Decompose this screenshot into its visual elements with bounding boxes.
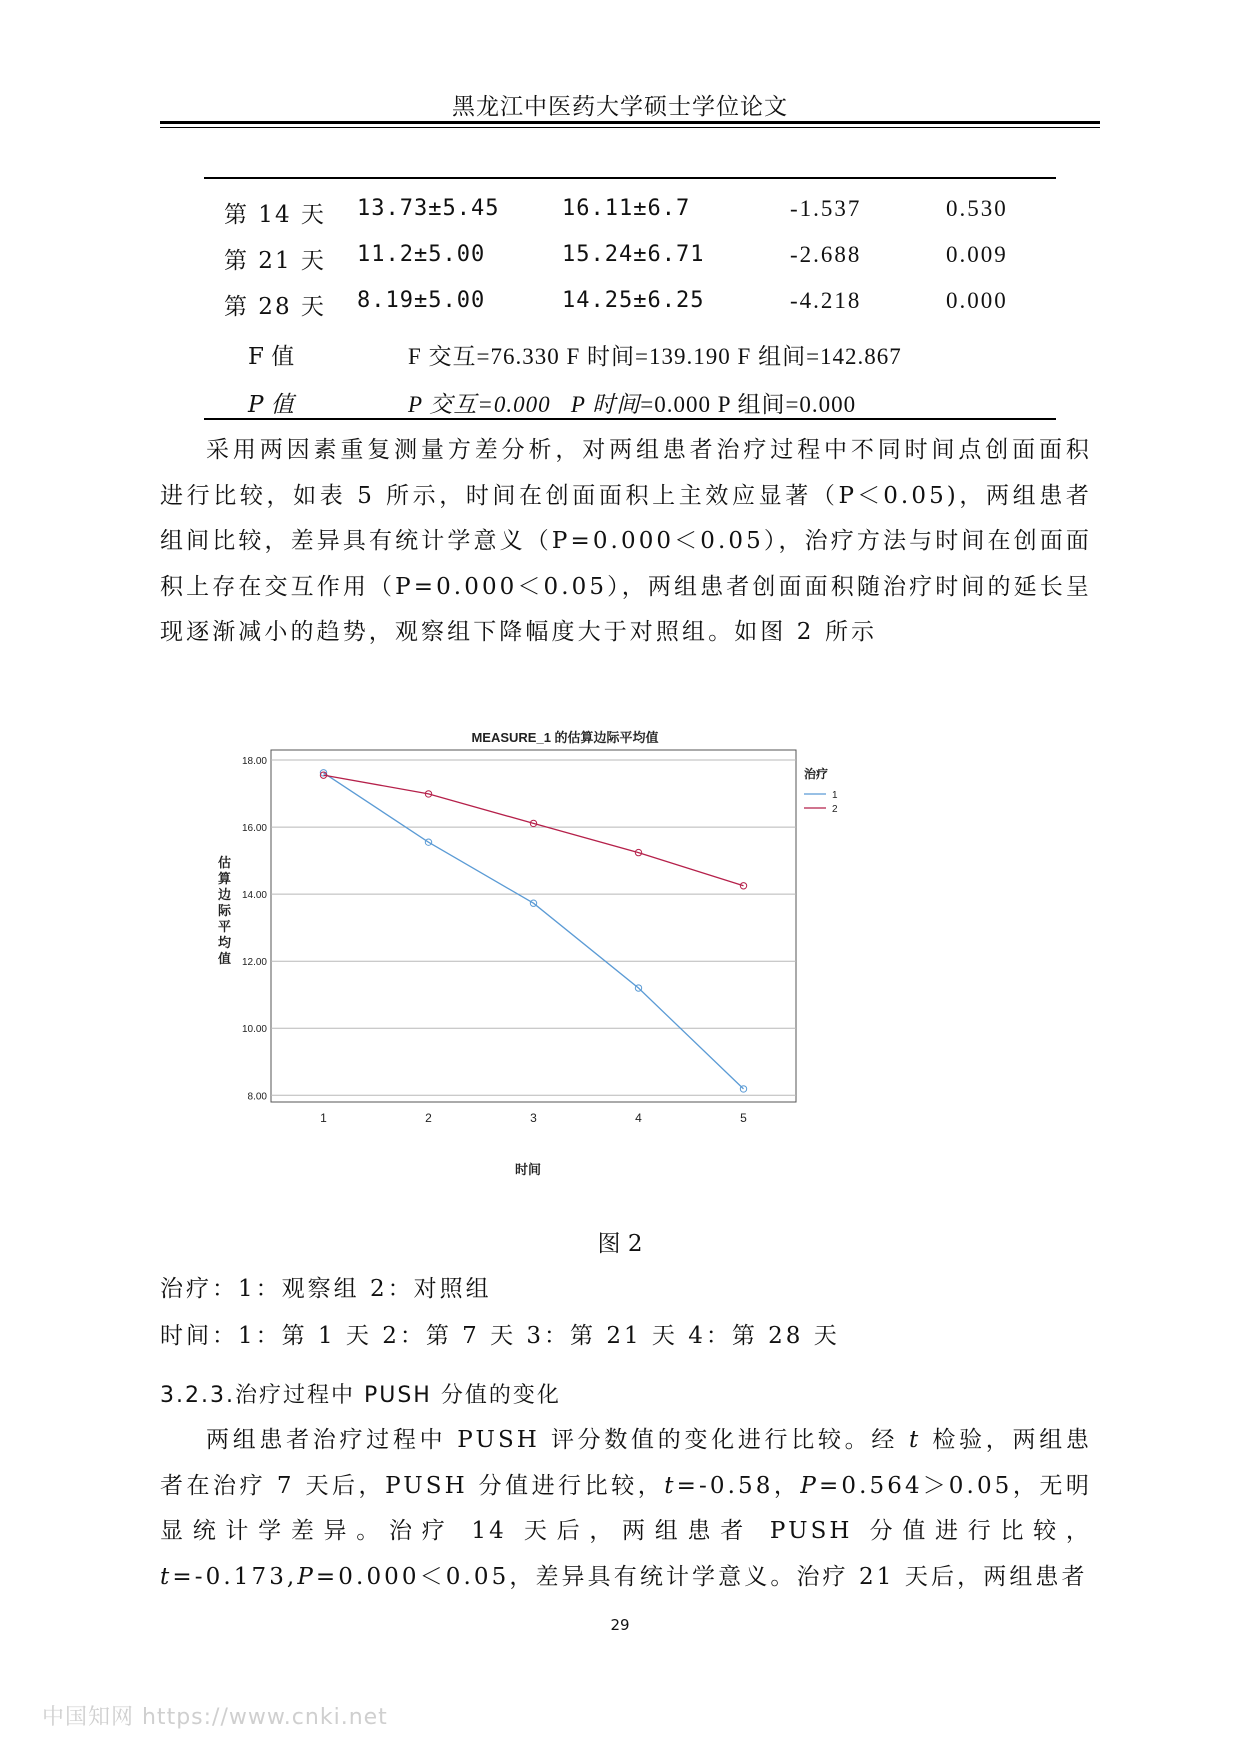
- table-row: [0, 288, 1240, 322]
- series-layer: [320, 770, 746, 1093]
- y-tick-label: 12.00: [241, 957, 267, 969]
- x-axis-label: 时间: [514, 1163, 542, 1178]
- table-cell-t: -2.688: [790, 242, 862, 267]
- table-cell-time: 第 21 天: [224, 248, 326, 274]
- table-cell-control: 14.25±6.25: [562, 288, 705, 313]
- y-label-char: 估: [218, 856, 232, 871]
- y-label-char: 算: [218, 872, 232, 887]
- text-run: =-0.173,: [172, 1563, 298, 1590]
- data-point: [740, 1086, 746, 1092]
- y-axis-title: [217, 855, 232, 967]
- paragraph-text: [160, 1418, 1092, 1600]
- chart-svg: [218, 722, 884, 1192]
- table-row: [0, 242, 1240, 276]
- text-run: =0.000＜0.05，差异具有统计学意义。治疗 21 天后，两组患者: [315, 1563, 1088, 1590]
- header-rule-thick: [160, 121, 1100, 124]
- t-symbol: t: [160, 1563, 173, 1590]
- y-label-char: 值: [218, 952, 232, 967]
- table-cell-p: 0.000: [946, 288, 1008, 313]
- y-label-char: 边: [218, 888, 232, 903]
- x-tick-label: 1: [320, 1111, 327, 1125]
- table-bottom-rule: [204, 418, 1056, 420]
- line-chart: [218, 722, 884, 1192]
- y-tick-label: 10.00: [241, 1024, 267, 1036]
- table-row: [0, 196, 1240, 230]
- y-axis-label: [217, 855, 232, 967]
- table-cell-observation: 8.19±5.00: [357, 288, 486, 313]
- legend-label: 2: [832, 804, 838, 815]
- table-cell-control: 15.24±6.71: [562, 242, 705, 267]
- y-label-char: 际: [218, 904, 232, 919]
- header-rule-thin: [160, 127, 1100, 128]
- x-tick-label: 3: [530, 1111, 537, 1125]
- table-cell-observation: 13.73±5.45: [357, 196, 500, 221]
- p-time-label: P 时间: [570, 392, 641, 417]
- table-cell-time: 第 28 天: [224, 294, 326, 320]
- table-row-f: [0, 338, 1240, 372]
- series-line-2: [324, 775, 744, 886]
- grid-layer: [271, 760, 796, 1095]
- f-value-text: F 交互=76.330 F 时间=139.190 F 组间=142.867: [408, 344, 902, 369]
- chart-legend: [804, 766, 838, 815]
- text-run: 检验，两组患者在治疗 7 天后，PUSH 分值进行比较，: [160, 1427, 1092, 1499]
- chart-title: MEASURE_1 的估算边际平均值: [471, 730, 659, 745]
- table-cell-p: 0.530: [946, 196, 1008, 221]
- paragraph-text: 采用两因素重复测量方差分析，对两组患者治疗过程中不同时间点创面面积进行比较，如表 5 所示，时间在创面面积上主效应显著（P＜0.05)，两组患者组间比较，差异具有统计学意义（P=0.000＜0.05），治疗方法与时间在创面面积上存在交互作用（P=0.000＜0.05），两组患者创面面积随治疗时间的延长呈现逐渐减小的趋势，观察组下降幅度大于对照组。如图 2 所示: [160, 437, 1092, 645]
- y-label-char: 平: [218, 920, 232, 935]
- table-cell-control: 16.11±6.7: [562, 196, 691, 221]
- page-header-title: 黑龙江中医药大学硕士学位论文: [452, 94, 788, 120]
- figure-note-time: 时间：1：第 1 天 2：第 7 天 3：第 21 天 4：第 28 天: [160, 1323, 840, 1349]
- table-row-p: [0, 386, 1240, 420]
- y-tick-label: 14.00: [241, 890, 267, 902]
- table-cell-p: 0.009: [946, 242, 1008, 267]
- f-value-label: F 值: [248, 344, 295, 370]
- legend-label: 1: [832, 790, 838, 801]
- page-number: 29: [610, 1616, 630, 1634]
- text-run: =0.564＞0.05，无明显统计学差异。治疗 14 天后，两组患者 PUSH 分值进行比较，: [160, 1472, 1092, 1544]
- figure-note-treatment: 治疗：1：观察组 2：对照组: [160, 1276, 492, 1302]
- x-tick-label: 2: [425, 1111, 432, 1125]
- table-cell-t: -4.218: [790, 288, 862, 313]
- section-heading: 3.2.3.治疗过程中 PUSH 分值的变化: [160, 1383, 561, 1408]
- table-cell-time: 第 14 天: [224, 202, 326, 228]
- y-tick-label: 16.00: [241, 823, 267, 835]
- table-cell-t: -1.537: [790, 196, 862, 221]
- figure-caption: 图 2: [597, 1231, 643, 1257]
- p-interaction: P 交互=0.000: [408, 392, 551, 417]
- y-tick-label: 8.00: [247, 1091, 267, 1103]
- body-paragraph-2: [160, 1418, 1092, 1600]
- p-symbol: P: [297, 1563, 316, 1590]
- x-tick-label: 5: [740, 1111, 747, 1125]
- t-symbol: t: [909, 1427, 922, 1453]
- text-run: 两组患者治疗过程中 PUSH 评分数值的变化进行比较。经: [206, 1427, 910, 1453]
- p-value-text: [408, 386, 856, 419]
- x-tick-labels: [320, 1111, 747, 1125]
- table-top-rule: [204, 177, 1056, 179]
- x-tick-label: 4: [635, 1111, 642, 1125]
- p-time-rest: =0.000 P 组间=0.000: [640, 392, 857, 417]
- p-value-label: P 值: [248, 392, 294, 418]
- watermark: 中国知网 https://www.cnki.net: [42, 1705, 388, 1730]
- plot-area-frame: [271, 750, 796, 1102]
- y-label-char: 均: [218, 936, 232, 951]
- p-symbol: P: [800, 1472, 819, 1499]
- y-tick-label: 18.00: [241, 756, 267, 768]
- y-tick-labels: [242, 756, 267, 1102]
- body-paragraph-1: [160, 428, 1092, 656]
- t-symbol: t: [664, 1472, 677, 1499]
- table-cell-observation: 11.2±5.00: [357, 242, 486, 267]
- text-run: =-0.58，: [676, 1472, 801, 1499]
- legend-title: 治疗: [804, 767, 829, 781]
